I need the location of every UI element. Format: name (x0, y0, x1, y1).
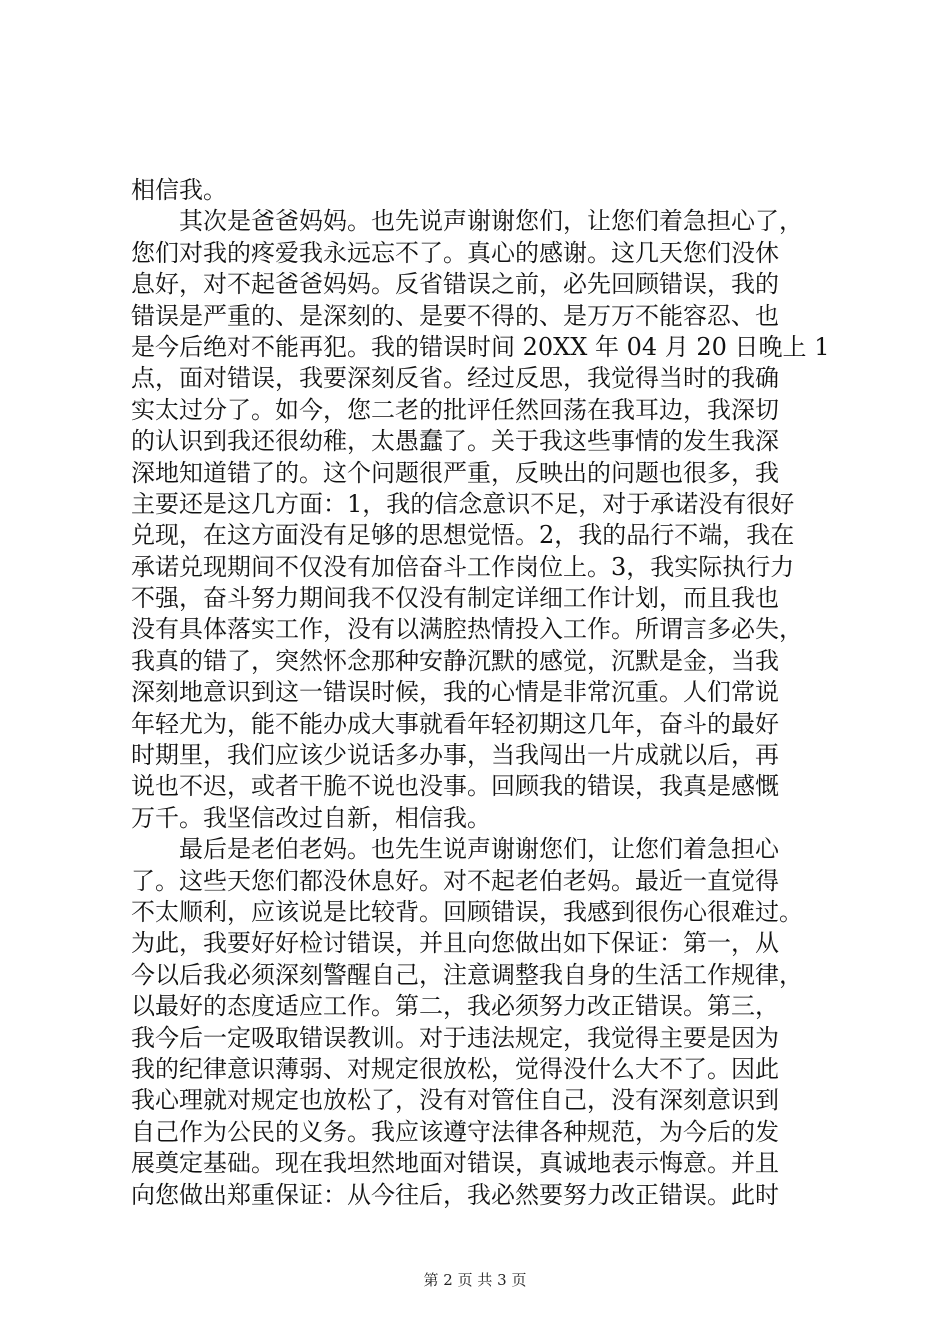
text-line: 说也不迟，或者干脆不说也没事。回顾我的错误，我真是感慨 (131, 772, 779, 801)
text-line: 的认识到我还很幼稚，太愚蠢了。关于我这些事情的发生我深 (131, 427, 779, 456)
text-line: 为此，我要好好检讨错误，并且向您做出如下保证：第一，从 (131, 929, 779, 958)
text-line: 时期里，我们应该少说话多办事，当我闯出一片成就以后，再 (131, 741, 779, 770)
text-line: 年轻尤为，能不能办成大事就看年轻初期这几年，奋斗的最好 (131, 709, 779, 738)
text-line: 深刻地意识到这一错误时候，我的心情是非常沉重。人们常说 (131, 678, 779, 707)
text-line: 我今后一定吸取错误教训。对于违法规定，我觉得主要是因为 (131, 1023, 779, 1052)
text-line: 深地知道错了的。这个问题很严重，反映出的问题也很多，我 (131, 458, 779, 487)
text-line: 兑现，在这方面没有足够的思想觉悟。2，我的品行不端，我在 (131, 521, 795, 550)
text-line: 承诺兑现期间不仅没有加倍奋斗工作岗位上。3，我实际执行力 (131, 552, 795, 581)
text-line: 向您做出郑重保证：从今往后，我必然要努力改正错误。此时 (131, 1180, 779, 1209)
text-line: 我真的错了，突然怀念那种安静沉默的感觉，沉默是金，当我 (131, 646, 779, 675)
text-line: 没有具体落实工作，没有以满腔热情投入工作。所谓言多必失， (131, 615, 803, 644)
body-text (131, 175, 831, 1211)
text-line: 息好，对不起爸爸妈妈。反省错误之前，必先回顾错误，我的 (131, 270, 779, 299)
text-line: 最后是老伯老妈。也先生说声谢谢您们，让您们着急担心 (131, 835, 779, 864)
text-line: 我的纪律意识薄弱、对规定很放松，觉得没什么大不了。因此 (131, 1054, 779, 1083)
text-line: 以最好的态度适应工作。第二，我必须努力改正错误。第三， (131, 992, 779, 1021)
text-line: 了。这些天您们都没休息好。对不起老伯老妈。最近一直觉得 (131, 866, 779, 895)
text-line: 是今后绝对不能再犯。我的错误时间 20XX 年 04 月 20 日晚上 1 (131, 332, 830, 361)
text-line: 展奠定基础。现在我坦然地面对错误，真诚地表示悔意。并且 (131, 1149, 779, 1178)
text-line: 错误是严重的、是深刻的、是要不得的、是万万不能容忍、也 (131, 301, 779, 330)
text-line: 我心理就对规定也放松了，没有对管住自己，没有深刻意识到 (131, 1086, 779, 1115)
text-line: 其次是爸爸妈妈。也先说声谢谢您们，让您们着急担心了， (131, 207, 803, 236)
text-line: 今以后我必须深刻警醒自己，注意调整我自身的生活工作规律， (131, 960, 803, 989)
text-line: 不太顺利，应该说是比较背。回顾错误，我感到很伤心很难过。 (131, 897, 803, 926)
page-footer: 第 2 页 共 3 页 (423, 1271, 527, 1289)
text-line: 实太过分了。如今，您二老的批评任然回荡在我耳边，我深切 (131, 395, 779, 424)
text-line: 不强，奋斗努力期间我不仅没有制定详细工作计划，而且我也 (131, 584, 779, 613)
text-line: 自己作为公民的义务。我应该遵守法律各种规范，为今后的发 (131, 1117, 779, 1146)
text-line: 您们对我的疼爱我永远忘不了。真心的感谢。这几天您们没休 (131, 238, 779, 267)
text-line: 主要还是这几方面：1，我的信念意识不足，对于承诺没有很好 (131, 489, 795, 518)
text-line: 点，面对错误，我要深刻反省。经过反思，我觉得当时的我确 (131, 364, 779, 393)
text-line: 相信我。 (131, 176, 227, 204)
text-line: 万千。我坚信改过自新，相信我。 (131, 803, 491, 832)
